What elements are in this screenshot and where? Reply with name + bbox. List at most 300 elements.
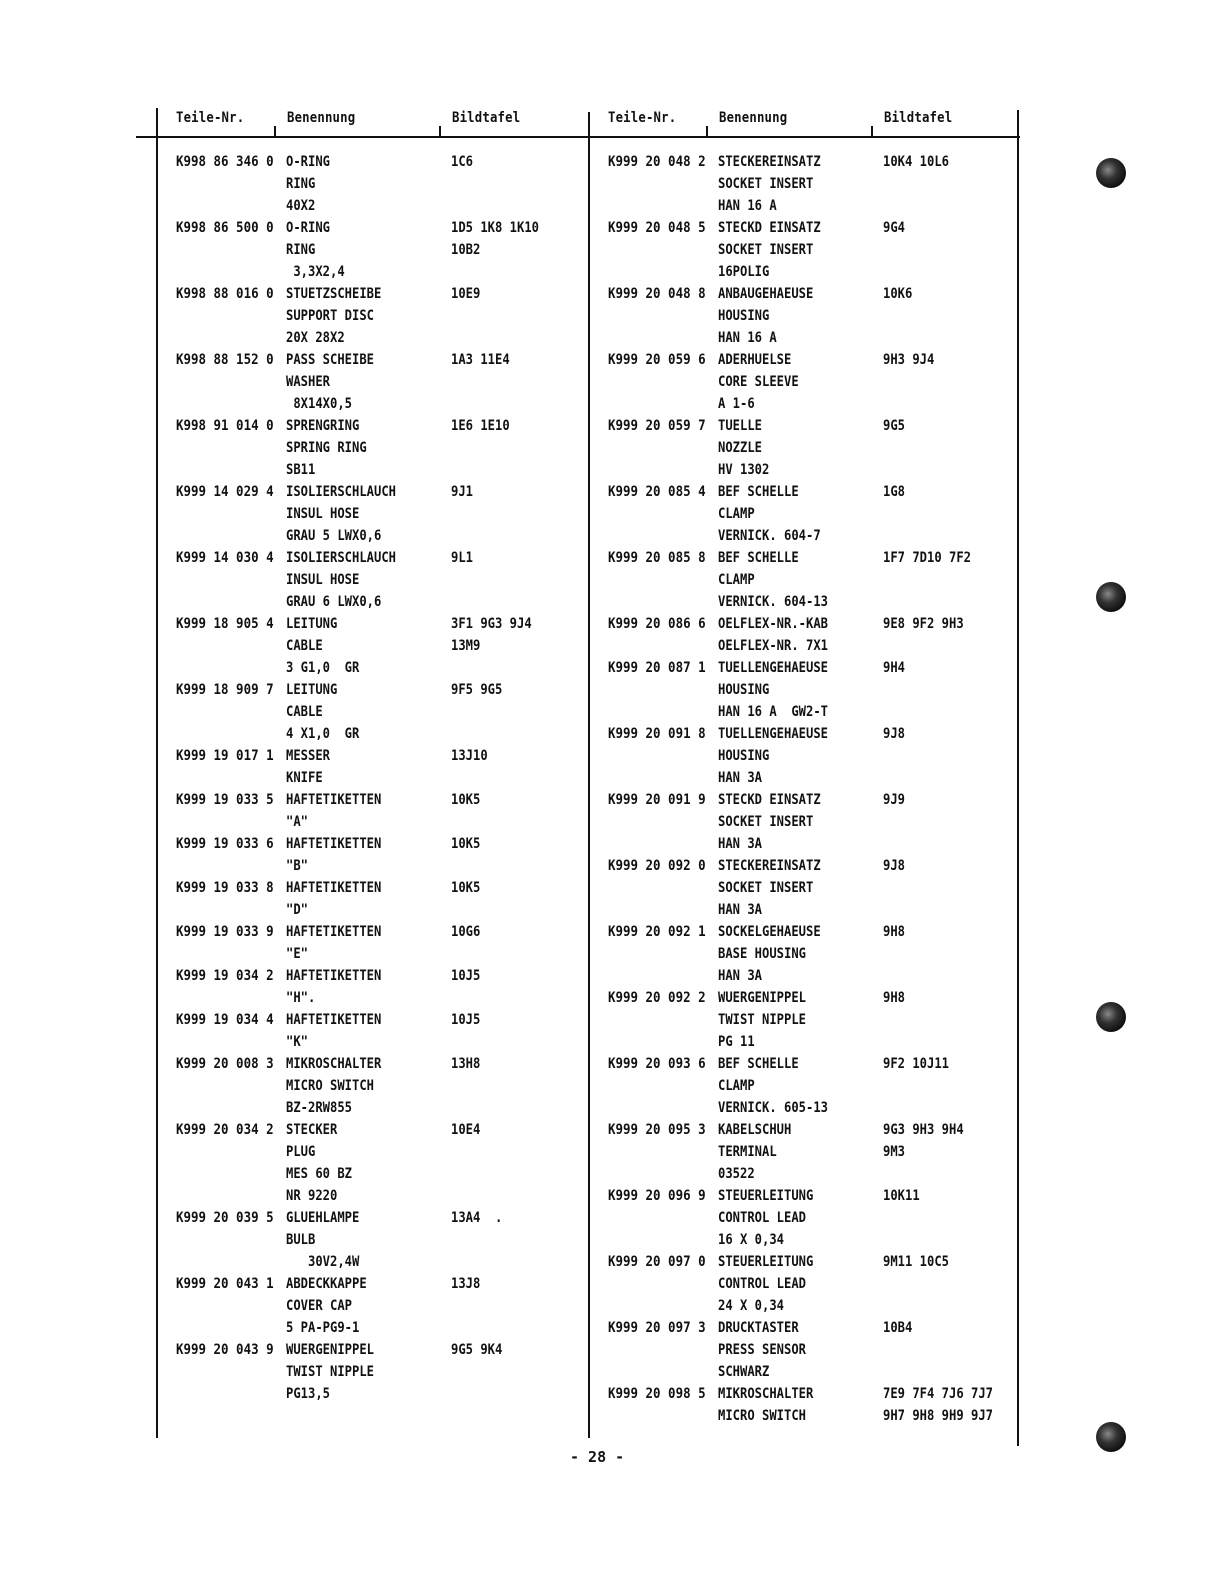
part-entry: [608, 657, 1023, 723]
header-teile-nr-right: Teile-Nr.: [608, 110, 677, 126]
part-number: K999 20 092 1: [608, 924, 706, 940]
description-line: TUELLE: [718, 418, 763, 434]
part-description: [718, 723, 857, 789]
description-line: MIKROSCHALTER: [286, 1056, 382, 1072]
description-line: CONTROL LEAD: [718, 1276, 807, 1292]
part-entry: [608, 547, 1023, 613]
part-description: [718, 151, 857, 217]
figure-reference: [883, 921, 1001, 987]
part-entry: [176, 151, 591, 217]
figure-reference-line: 9G3 9H3 9H4: [883, 1122, 964, 1138]
description-line: GRAU 6 LWX0,6: [286, 594, 382, 610]
description-line: HAN 16 A: [718, 330, 777, 346]
figure-reference-line: 1C6: [451, 154, 474, 170]
figure-reference: [883, 1383, 1001, 1427]
description-line: PG 11: [718, 1034, 755, 1050]
part-description: [718, 1317, 857, 1383]
description-line: STECKD EINSATZ: [718, 220, 821, 236]
description-line: CLAMP: [718, 1078, 755, 1094]
figure-reference-line: 13A4 .: [451, 1210, 503, 1226]
part-entry: [176, 481, 591, 547]
description-line: SOCKET INSERT: [718, 814, 814, 830]
part-description: [718, 921, 857, 987]
header-benennung-left: Benennung: [287, 110, 356, 126]
part-description: [718, 1119, 857, 1185]
part-entry: [608, 921, 1023, 987]
part-number: K999 14 030 4: [176, 550, 274, 566]
figure-reference: [883, 217, 1001, 283]
description-line: HAN 3A: [718, 968, 763, 984]
part-number: K999 20 087 1: [608, 660, 706, 676]
figure-reference-line: 10K5: [451, 836, 481, 852]
description-line: HAN 3A: [718, 902, 763, 918]
figure-reference: [883, 1053, 1001, 1119]
figure-reference: [883, 1251, 1001, 1317]
description-line: TWIST NIPPLE: [718, 1012, 807, 1028]
figure-reference-line: 10J5: [451, 968, 481, 984]
figure-reference: [451, 217, 569, 283]
figure-reference-line: 13J8: [451, 1276, 481, 1292]
part-entry: [608, 151, 1023, 217]
description-line: STECKEREINSATZ: [718, 858, 821, 874]
part-number: K999 20 043 9: [176, 1342, 274, 1358]
description-line: TERMINAL: [718, 1144, 777, 1160]
description-line: INSUL HOSE: [286, 572, 360, 588]
part-description: [286, 151, 425, 217]
description-line: TWIST NIPPLE: [286, 1364, 375, 1380]
description-line: CLAMP: [718, 506, 755, 522]
header-tick: [439, 126, 441, 136]
description-line: HAFTETIKETTEN: [286, 1012, 382, 1028]
figure-reference-line: 9J8: [883, 858, 906, 874]
part-description: [286, 613, 425, 679]
part-description: [718, 547, 857, 613]
description-line: "A": [286, 814, 309, 830]
punch-hole-icon: [1096, 1422, 1126, 1452]
part-number: K999 19 033 9: [176, 924, 274, 940]
description-line: SOCKELGEHAEUSE: [718, 924, 821, 940]
description-line: PRESS SENSOR: [718, 1342, 807, 1358]
description-line: ANBAUGEHAEUSE: [718, 286, 814, 302]
header-tick: [706, 126, 708, 136]
part-entry: [176, 1119, 591, 1207]
figure-reference: [883, 1119, 1001, 1185]
part-number: K999 19 033 8: [176, 880, 274, 896]
part-description: [718, 789, 857, 855]
description-line: KNIFE: [286, 770, 323, 786]
part-entry: [608, 283, 1023, 349]
part-description: [286, 921, 425, 965]
figure-reference-line: 9H3 9J4: [883, 352, 935, 368]
punch-hole-icon: [1096, 1002, 1126, 1032]
part-entry: [608, 1053, 1023, 1119]
description-line: HAN 16 A: [718, 198, 777, 214]
figure-reference-line: 9H8: [883, 924, 906, 940]
description-line: SOCKET INSERT: [718, 242, 814, 258]
part-entry: [608, 723, 1023, 789]
part-description: [286, 1207, 425, 1273]
description-line: ABDECKKAPPE: [286, 1276, 367, 1292]
figure-reference-line: 10E9: [451, 286, 481, 302]
description-line: CABLE: [286, 638, 323, 654]
description-line: 24 X 0,34: [718, 1298, 785, 1314]
left-parts-column: [176, 151, 591, 1405]
description-line: HAFTETIKETTEN: [286, 968, 382, 984]
description-line: VERNICK. 604-7: [718, 528, 821, 544]
description-line: SB11: [286, 462, 316, 478]
part-number: K999 20 048 8: [608, 286, 706, 302]
part-number: K999 20 085 4: [608, 484, 706, 500]
figure-reference-line: 9G5 9K4: [451, 1342, 503, 1358]
figure-reference: [451, 965, 569, 1009]
description-line: TUELLENGEHAEUSE: [718, 660, 829, 676]
part-description: [718, 217, 857, 283]
figure-reference-line: 10K6: [883, 286, 913, 302]
description-line: BASE HOUSING: [718, 946, 807, 962]
part-number: K999 20 098 5: [608, 1386, 706, 1402]
figure-reference-line: 9F2 10J11: [883, 1056, 950, 1072]
figure-reference: [451, 1119, 569, 1207]
figure-reference-line: 9F5 9G5: [451, 682, 503, 698]
figure-reference-line: 10E4: [451, 1122, 481, 1138]
figure-reference-line: 9M3: [883, 1144, 906, 1160]
description-line: SOCKET INSERT: [718, 176, 814, 192]
part-description: [286, 283, 425, 349]
part-entry: [608, 349, 1023, 415]
figure-reference-line: 10K11: [883, 1188, 920, 1204]
figure-reference-line: 13M9: [451, 638, 481, 654]
description-line: HAN 3A: [718, 770, 763, 786]
part-description: [286, 217, 425, 283]
description-line: "B": [286, 858, 309, 874]
figure-reference: [883, 349, 1001, 415]
page-number: - 28 -: [570, 1448, 625, 1466]
part-number: K998 91 014 0: [176, 418, 274, 434]
part-entry: [608, 1251, 1023, 1317]
part-description: [718, 283, 857, 349]
figure-reference-line: 10K5: [451, 792, 481, 808]
description-line: "K": [286, 1034, 309, 1050]
part-description: [718, 1053, 857, 1119]
part-description: [286, 1339, 425, 1405]
part-number: K998 88 152 0: [176, 352, 274, 368]
part-entry: [608, 217, 1023, 283]
description-line: 5 PA-PG9-1: [286, 1320, 360, 1336]
figure-reference: [451, 789, 569, 833]
part-entry: [608, 613, 1023, 657]
part-description: [286, 679, 425, 745]
description-line: SPRENGRING: [286, 418, 360, 434]
description-line: "H".: [286, 990, 316, 1006]
figure-reference-line: 9L1: [451, 550, 474, 566]
part-number: K999 19 033 5: [176, 792, 274, 808]
part-number: K999 20 095 3: [608, 1122, 706, 1138]
figure-reference: [451, 283, 569, 349]
part-number: K999 20 039 5: [176, 1210, 274, 1226]
description-line: BEF SCHELLE: [718, 1056, 799, 1072]
figure-reference: [883, 1317, 1001, 1383]
figure-reference: [883, 987, 1001, 1053]
part-entry: [608, 789, 1023, 855]
figure-reference-line: 10K5: [451, 880, 481, 896]
description-line: STEUERLEITUNG: [718, 1188, 814, 1204]
description-line: WASHER: [286, 374, 331, 390]
figure-reference: [451, 481, 569, 547]
part-description: [286, 965, 425, 1009]
description-line: HAFTETIKETTEN: [286, 880, 382, 896]
description-line: OELFLEX-NR.-KAB: [718, 616, 829, 632]
description-line: MES 60 BZ: [286, 1166, 353, 1182]
part-entry: [176, 1273, 591, 1339]
part-number: K998 88 016 0: [176, 286, 274, 302]
figure-reference-line: 9J8: [883, 726, 906, 742]
header-tick: [274, 126, 276, 136]
description-line: "E": [286, 946, 309, 962]
right-parts-column: [608, 151, 1023, 1427]
figure-reference: [883, 481, 1001, 547]
description-line: HAFTETIKETTEN: [286, 792, 382, 808]
part-number: K999 20 092 0: [608, 858, 706, 874]
part-entry: [608, 1119, 1023, 1185]
part-number: K999 20 092 2: [608, 990, 706, 1006]
part-number: K999 20 059 6: [608, 352, 706, 368]
description-line: 3,3X2,4: [286, 264, 345, 280]
description-line: ISOLIERSCHLAUCH: [286, 484, 397, 500]
description-line: GLUEHLAMPE: [286, 1210, 360, 1226]
figure-reference-line: 10G6: [451, 924, 481, 940]
description-line: LEITUNG: [286, 616, 338, 632]
description-line: STECKER: [286, 1122, 338, 1138]
description-line: SOCKET INSERT: [718, 880, 814, 896]
figure-reference: [883, 283, 1001, 349]
description-line: KABELSCHUH: [718, 1122, 792, 1138]
figure-reference: [451, 745, 569, 789]
figure-reference-line: 9H8: [883, 990, 906, 1006]
figure-reference-line: 9J1: [451, 484, 474, 500]
header-rule: [136, 136, 1020, 138]
part-number: K999 14 029 4: [176, 484, 274, 500]
part-number: K999 20 034 2: [176, 1122, 274, 1138]
figure-reference-line: 9J9: [883, 792, 906, 808]
part-entry: [176, 415, 591, 481]
figure-reference: [883, 1185, 1001, 1251]
part-description: [286, 789, 425, 833]
description-line: 20X 28X2: [286, 330, 345, 346]
part-number: K998 86 500 0: [176, 220, 274, 236]
part-number: K999 20 097 0: [608, 1254, 706, 1270]
description-line: RING: [286, 242, 316, 258]
description-line: PLUG: [286, 1144, 316, 1160]
part-description: [718, 613, 857, 657]
description-line: WUERGENIPPEL: [286, 1342, 375, 1358]
description-line: 16 X 0,34: [718, 1232, 785, 1248]
part-number: K999 20 085 8: [608, 550, 706, 566]
part-number: K999 20 097 3: [608, 1320, 706, 1336]
header-teile-nr-left: Teile-Nr.: [176, 110, 245, 126]
description-line: MESSER: [286, 748, 331, 764]
part-number: K999 19 034 4: [176, 1012, 274, 1028]
figure-reference: [451, 921, 569, 965]
figure-reference: [451, 613, 569, 679]
description-line: INSUL HOSE: [286, 506, 360, 522]
part-number: K999 20 091 9: [608, 792, 706, 808]
description-line: NOZZLE: [718, 440, 763, 456]
part-number: K999 20 008 3: [176, 1056, 274, 1072]
figure-reference: [451, 1053, 569, 1119]
figure-reference-line: 1D5 1K8 1K10: [451, 220, 540, 236]
part-number: K999 20 043 1: [176, 1276, 274, 1292]
description-line: ISOLIERSCHLAUCH: [286, 550, 397, 566]
figure-reference: [883, 789, 1001, 855]
part-number: K999 18 909 7: [176, 682, 274, 698]
figure-reference: [451, 833, 569, 877]
description-line: BEF SCHELLE: [718, 484, 799, 500]
part-entry: [608, 481, 1023, 547]
part-description: [286, 833, 425, 877]
figure-reference: [883, 657, 1001, 723]
part-entry: [608, 415, 1023, 481]
part-description: [286, 1119, 425, 1207]
part-entry: [176, 1207, 591, 1273]
part-number: K999 19 033 6: [176, 836, 274, 852]
description-line: HAN 16 A GW2-T: [718, 704, 829, 720]
part-entry: [176, 547, 591, 613]
left-border: [156, 108, 158, 1438]
figure-reference-line: 13H8: [451, 1056, 481, 1072]
description-line: BULB: [286, 1232, 316, 1248]
figure-reference-line: 3F1 9G3 9J4: [451, 616, 532, 632]
description-line: HAFTETIKETTEN: [286, 924, 382, 940]
part-number: K999 20 091 8: [608, 726, 706, 742]
figure-reference-line: 13J10: [451, 748, 488, 764]
description-line: 40X2: [286, 198, 316, 214]
figure-reference: [451, 877, 569, 921]
description-line: CORE SLEEVE: [718, 374, 799, 390]
figure-reference: [883, 547, 1001, 613]
figure-reference: [883, 723, 1001, 789]
figure-reference-line: 10J5: [451, 1012, 481, 1028]
part-entry: [176, 613, 591, 679]
header-benennung-right: Benennung: [719, 110, 788, 126]
figure-reference-line: 1F7 7D10 7F2: [883, 550, 972, 566]
description-line: HOUSING: [718, 748, 770, 764]
figure-reference: [451, 679, 569, 745]
part-entry: [176, 1339, 591, 1405]
part-entry: [608, 1317, 1023, 1383]
description-line: VERNICK. 605-13: [718, 1100, 829, 1116]
part-number: K999 20 048 2: [608, 154, 706, 170]
description-line: PASS SCHEIBE: [286, 352, 375, 368]
part-description: [718, 855, 857, 921]
figure-reference: [883, 151, 1001, 217]
description-line: 8X14X0,5: [286, 396, 353, 412]
description-line: WUERGENIPPEL: [718, 990, 807, 1006]
part-number: K999 18 905 4: [176, 616, 274, 632]
description-line: O-RING: [286, 220, 331, 236]
figure-reference: [451, 547, 569, 613]
part-description: [286, 1273, 425, 1339]
figure-reference: [451, 1273, 569, 1339]
description-line: BEF SCHELLE: [718, 550, 799, 566]
description-line: DRUCKTASTER: [718, 1320, 799, 1336]
part-number: K999 20 059 7: [608, 418, 706, 434]
description-line: COVER CAP: [286, 1298, 353, 1314]
punch-hole-icon: [1096, 582, 1126, 612]
header-bildtafel-left: Bildtafel: [452, 110, 521, 126]
part-entry: [176, 679, 591, 745]
figure-reference-line: 1A3 11E4: [451, 352, 510, 368]
description-line: 3 G1,0 GR: [286, 660, 360, 676]
part-description: [286, 349, 425, 415]
part-description: [286, 481, 425, 547]
part-description: [718, 481, 857, 547]
part-description: [286, 1009, 425, 1053]
figure-reference-line: 10B4: [883, 1320, 913, 1336]
figure-reference-line: 1G8: [883, 484, 906, 500]
figure-reference-line: 10K4 10L6: [883, 154, 950, 170]
part-entry: [176, 877, 591, 921]
description-line: 30V2,4W: [286, 1254, 360, 1270]
part-entry: [176, 283, 591, 349]
part-entry: [176, 921, 591, 965]
description-line: MIKROSCHALTER: [718, 1386, 814, 1402]
description-line: BZ-2RW855: [286, 1100, 353, 1116]
description-line: SUPPORT DISC: [286, 308, 375, 324]
part-description: [286, 1053, 425, 1119]
figure-reference: [883, 855, 1001, 921]
description-line: 03522: [718, 1166, 755, 1182]
description-line: HOUSING: [718, 682, 770, 698]
description-line: STECKD EINSATZ: [718, 792, 821, 808]
part-entry: [176, 1009, 591, 1053]
description-line: HAFTETIKETTEN: [286, 836, 382, 852]
header-bildtafel-right: Bildtafel: [884, 110, 953, 126]
description-line: NR 9220: [286, 1188, 338, 1204]
description-line: A 1-6: [718, 396, 755, 412]
part-entry: [176, 349, 591, 415]
part-entry: [176, 217, 591, 283]
part-number: K999 19 034 2: [176, 968, 274, 984]
description-line: MICRO SWITCH: [286, 1078, 375, 1094]
part-description: [718, 657, 857, 723]
description-line: HV 1302: [718, 462, 770, 478]
part-entry: [608, 855, 1023, 921]
part-entry: [176, 745, 591, 789]
figure-reference-line: 9E8 9F2 9H3: [883, 616, 964, 632]
description-line: STUETZSCHEIBE: [286, 286, 382, 302]
description-line: CABLE: [286, 704, 323, 720]
description-line: 4 X1,0 GR: [286, 726, 360, 742]
part-description: [718, 1383, 857, 1427]
description-line: STECKEREINSATZ: [718, 154, 821, 170]
figure-reference-line: 1E6 1E10: [451, 418, 510, 434]
part-number: K999 20 048 5: [608, 220, 706, 236]
figure-reference: [451, 349, 569, 415]
description-line: O-RING: [286, 154, 331, 170]
part-entry: [608, 1383, 1023, 1427]
part-number: K999 19 017 1: [176, 748, 274, 764]
figure-reference-line: 7E9 7F4 7J6 7J7: [883, 1386, 994, 1402]
part-description: [286, 877, 425, 921]
part-description: [718, 415, 857, 481]
part-entry: [608, 987, 1023, 1053]
figure-reference: [451, 151, 569, 217]
part-number: K998 86 346 0: [176, 154, 274, 170]
part-number: K999 20 093 6: [608, 1056, 706, 1072]
figure-reference: [883, 613, 1001, 657]
part-description: [718, 1185, 857, 1251]
figure-reference: [451, 415, 569, 481]
